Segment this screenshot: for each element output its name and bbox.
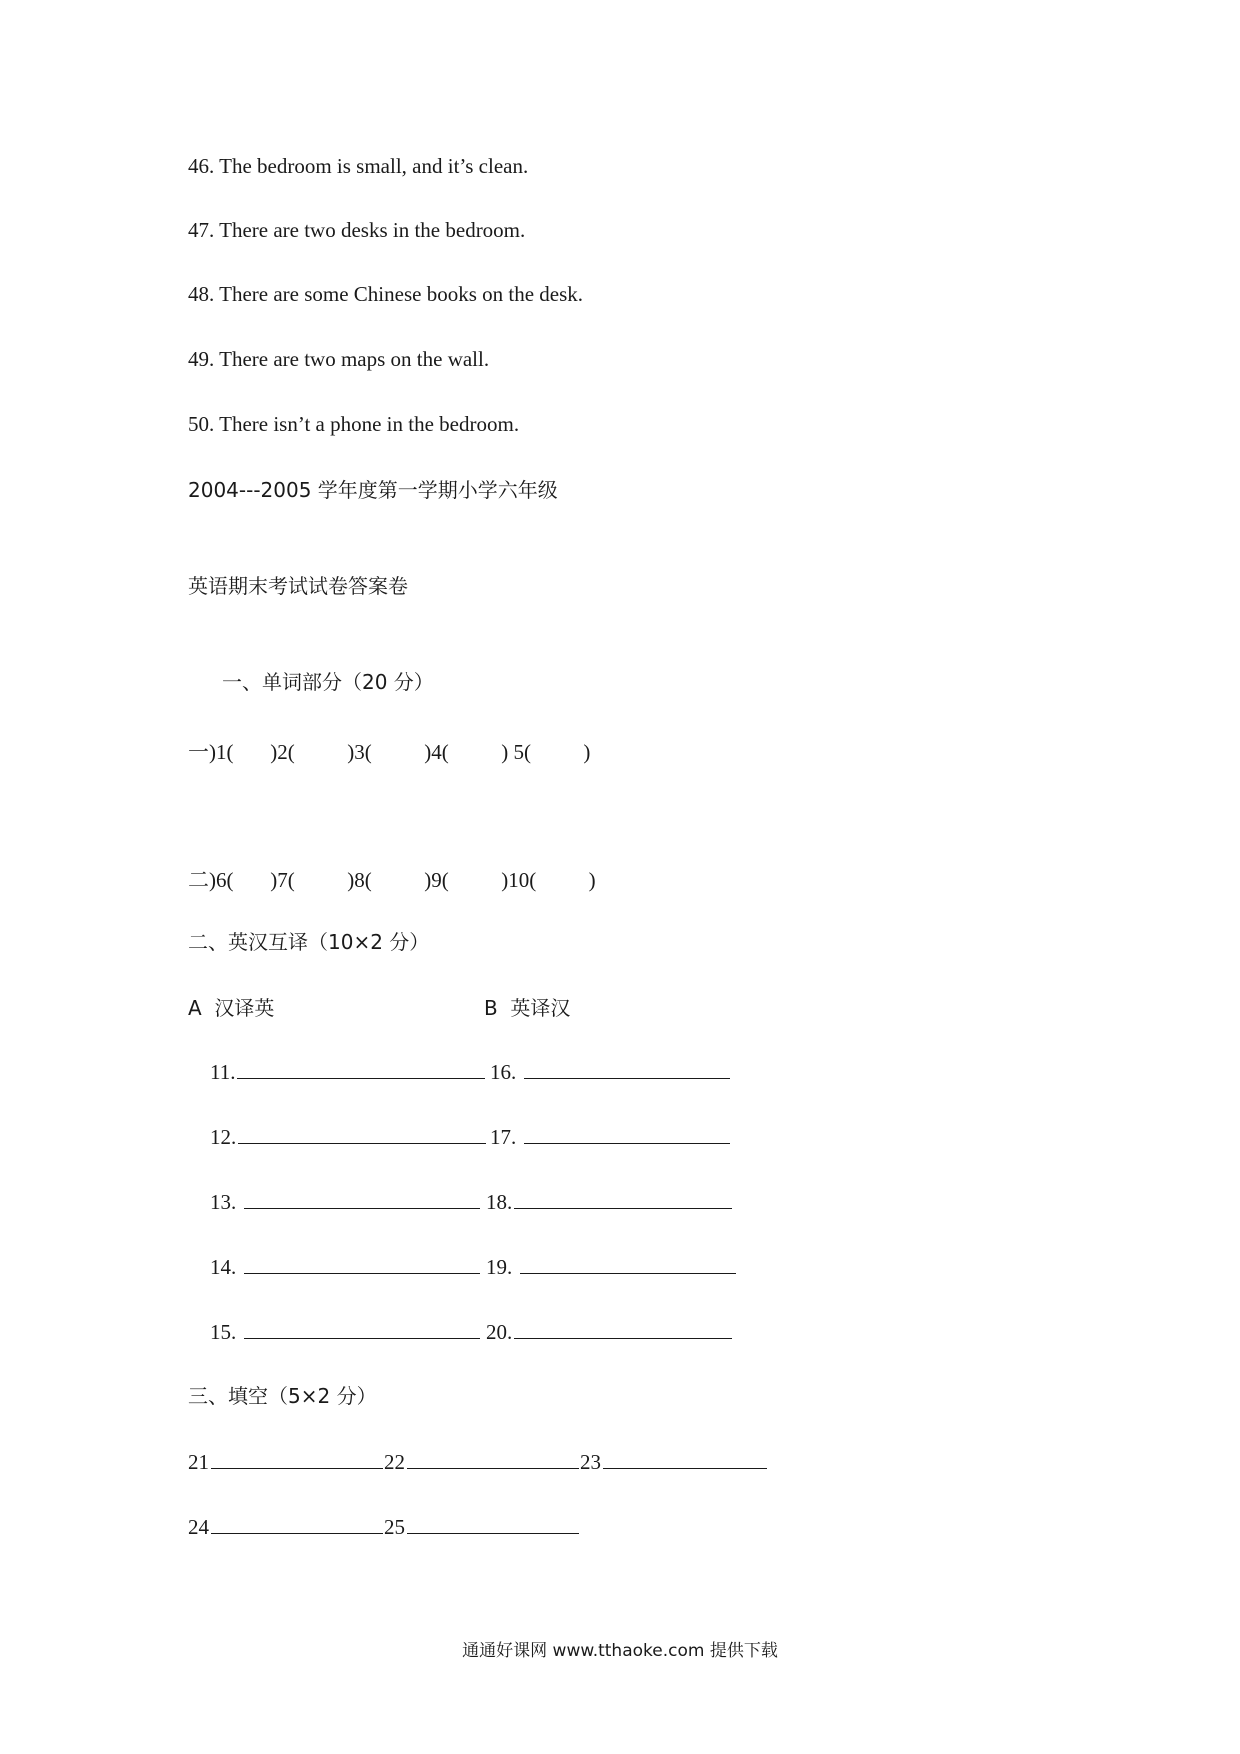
col-b-label: B 英译汉 bbox=[484, 996, 571, 1020]
fill-number: 22 bbox=[384, 1450, 405, 1474]
answer-number: 14. bbox=[210, 1255, 237, 1279]
fill-blank[interactable] bbox=[407, 1513, 579, 1534]
answer-number: 19. bbox=[486, 1255, 513, 1279]
section2-title: 二、英汉互译（10×2 分） bbox=[188, 930, 430, 954]
answer-17 bbox=[490, 1123, 730, 1151]
fill-blank[interactable] bbox=[211, 1513, 383, 1534]
sentence-50: 50. There isn’t a phone in the bedroom. bbox=[188, 412, 520, 436]
answer-blank[interactable] bbox=[244, 1188, 480, 1209]
fill-number: 23 bbox=[580, 1450, 601, 1474]
fill-number: 24 bbox=[188, 1515, 209, 1539]
answer-20 bbox=[486, 1318, 732, 1346]
answer-number: 13. bbox=[210, 1190, 237, 1214]
answer-15 bbox=[210, 1318, 480, 1346]
answer-number: 18. bbox=[486, 1190, 513, 1214]
answer-blank[interactable] bbox=[524, 1058, 730, 1079]
answer-number: 12. bbox=[210, 1125, 237, 1149]
answer-19 bbox=[486, 1253, 736, 1281]
answer-number: 20. bbox=[486, 1320, 513, 1344]
answer-blank[interactable] bbox=[520, 1253, 736, 1274]
fill-23 bbox=[580, 1448, 767, 1476]
section3-title: 三、填空（5×2 分） bbox=[188, 1384, 377, 1408]
fill-number: 25 bbox=[384, 1515, 405, 1539]
heading-title: 英语期末考试试卷答案卷 bbox=[188, 574, 408, 598]
fill-24 bbox=[188, 1513, 383, 1541]
answer-12 bbox=[210, 1123, 486, 1151]
section1-row1: 一)1( )2( )3( )4( ) 5( ) bbox=[188, 740, 591, 764]
answer-16 bbox=[490, 1058, 730, 1086]
answer-blank[interactable] bbox=[514, 1188, 732, 1209]
answer-number: 15. bbox=[210, 1320, 237, 1344]
sentence-46: 46. The bedroom is small, and it’s clean. bbox=[188, 154, 529, 178]
answer-blank[interactable] bbox=[238, 1123, 486, 1144]
col-a-label: A 汉译英 bbox=[188, 996, 275, 1020]
answer-blank[interactable] bbox=[244, 1253, 480, 1274]
answer-blank[interactable] bbox=[244, 1318, 480, 1339]
fill-number: 21 bbox=[188, 1450, 209, 1474]
answer-blank[interactable] bbox=[514, 1318, 732, 1339]
answer-14 bbox=[210, 1253, 480, 1281]
fill-blank[interactable] bbox=[603, 1448, 767, 1469]
answer-11 bbox=[210, 1058, 485, 1086]
sentence-47: 47. There are two desks in the bedroom. bbox=[188, 218, 526, 242]
answer-number: 11. bbox=[210, 1060, 236, 1084]
answer-18 bbox=[486, 1188, 732, 1216]
fill-blank[interactable] bbox=[407, 1448, 579, 1469]
answer-number: 16. bbox=[490, 1060, 517, 1084]
fill-25 bbox=[384, 1513, 579, 1541]
answer-blank[interactable] bbox=[237, 1058, 485, 1079]
sentence-49: 49. There are two maps on the wall. bbox=[188, 347, 490, 371]
section1-row2: 二)6( )7( )8( )9( )10( ) bbox=[188, 868, 596, 892]
fill-21 bbox=[188, 1448, 383, 1476]
answer-number: 17. bbox=[490, 1125, 517, 1149]
heading-year: 2004---2005 学年度第一学期小学六年级 bbox=[188, 478, 558, 502]
fill-22 bbox=[384, 1448, 579, 1476]
answer-blank[interactable] bbox=[524, 1123, 730, 1144]
fill-blank[interactable] bbox=[211, 1448, 383, 1469]
footer-credit: 通通好课网 www.tthaoke.com 提供下载 bbox=[462, 1641, 778, 1661]
answer-13 bbox=[210, 1188, 480, 1216]
section1-title: 一、单词部分（20 分） bbox=[222, 670, 434, 694]
sentence-48: 48. There are some Chinese books on the desk. bbox=[188, 282, 584, 306]
